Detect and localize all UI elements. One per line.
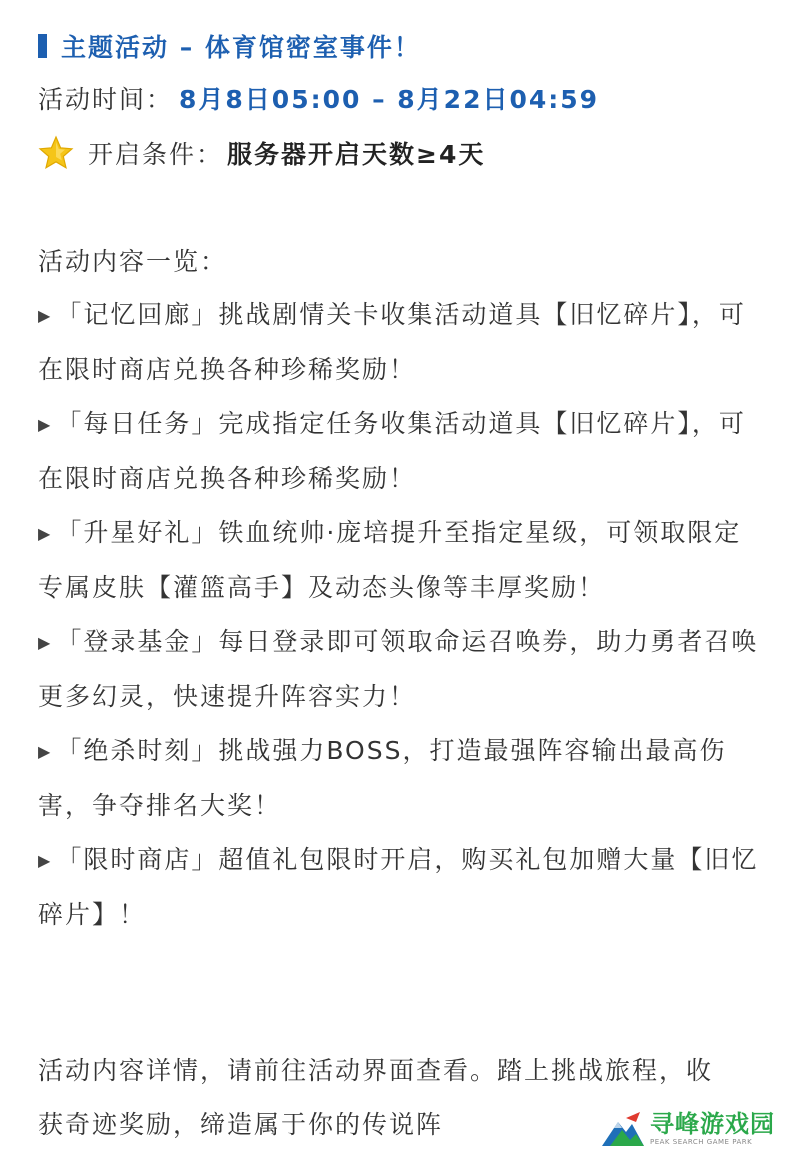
list-item-text: 「登录基金」每日登录即可领取命运召唤券，助力勇者召唤更多幻灵，快速提升阵容实力！ [38,627,759,711]
section-title [38,26,421,66]
watermark-english: PEAK SEARCH GAME PARK [650,1138,753,1146]
play-triangle-icon: ▶ [38,306,53,325]
title-marker [38,34,47,58]
list-item [38,288,768,397]
overview-heading: 活动内容一览： [38,247,228,276]
play-triangle-icon: ▶ [38,415,53,434]
activity-list [38,288,768,942]
list-item [38,833,768,942]
list-item [38,506,768,615]
play-triangle-icon: ▶ [38,742,53,761]
list-item [38,397,768,506]
play-triangle-icon: ▶ [38,851,53,870]
play-triangle-icon: ▶ [38,524,53,543]
event-time [38,78,599,118]
star-icon [38,135,74,171]
list-item [38,615,768,724]
list-item-text: 「限时商店」超值礼包限时开启，购买礼包加赠大量【旧忆碎片】！ [38,845,759,929]
list-item-text: 「绝杀时刻」挑战强力BOSS，打造最强阵容输出最高伤害，争夺排名大奖！ [38,736,727,820]
unlock-condition-value: 服务器开启天数≥4天 [227,140,486,169]
section-title-text: 主题活动 – 体育馆密室事件！ [61,33,421,62]
event-time-label: 活动时间： [38,85,174,114]
closing-paragraph: 活动内容详情，请前往活动界面查看。踏上挑战旅程，收获奇迹奖励，缔造属于你的传说阵 [38,1056,714,1139]
play-triangle-icon: ▶ [38,633,53,652]
list-item [38,724,768,833]
watermark-name: 寻峰游戏园 [650,1110,775,1138]
event-time-value: 8月8日05:00 – 8月22日04:59 [179,85,600,114]
list-item-text: 「每日任务」完成指定任务收集活动道具【旧忆碎片】，可在限时商店兑换各种珍稀奖励！ [38,409,746,493]
site-watermark [600,1100,790,1156]
list-item-text: 「记忆回廊」挑战剧情关卡收集活动道具【旧忆碎片】，可在限时商店兑换各种珍稀奖励！ [38,300,746,384]
unlock-condition-label: 开启条件： [88,140,224,169]
mountain-logo-icon [600,1108,646,1148]
unlock-condition [38,132,485,174]
list-item-text: 「升星好礼」铁血统帅·庞培提升至指定星级，可领取限定专属皮肤【灌篮高手】及动态头像等丰厚奖励！ [38,518,742,602]
